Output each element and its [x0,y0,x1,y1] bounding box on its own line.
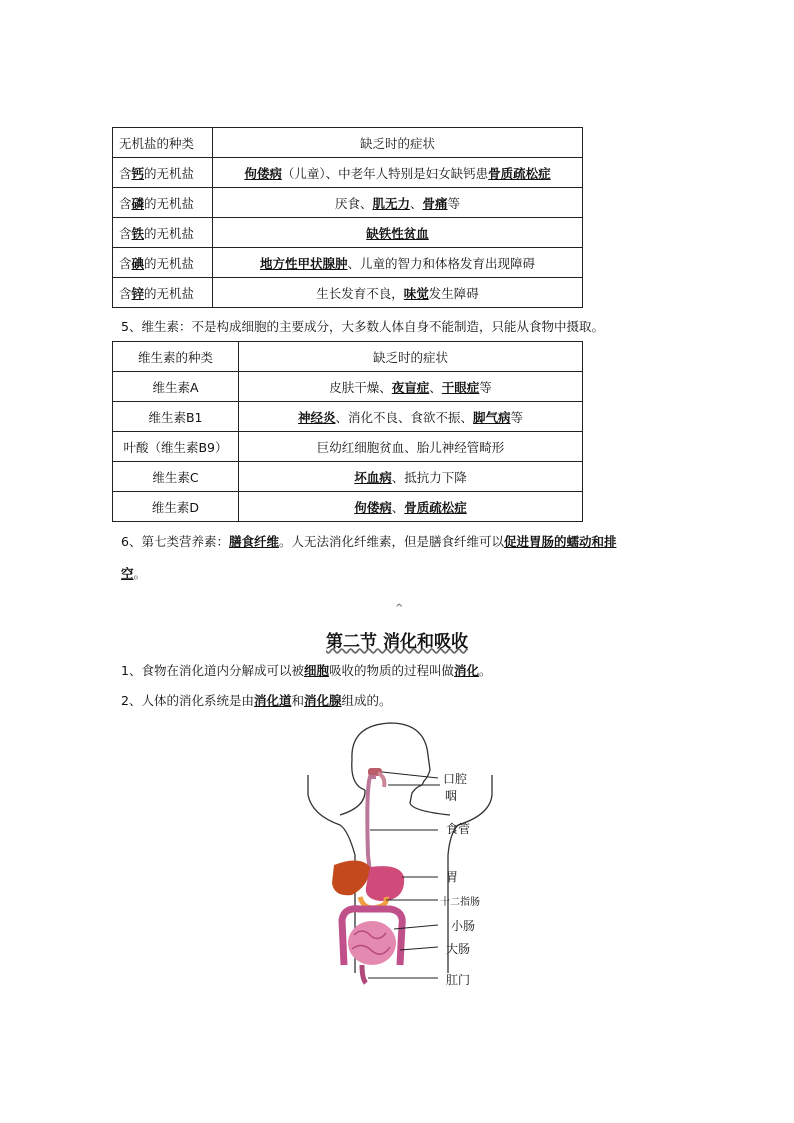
table-row [113,218,583,248]
header-cell: 维生素的种类 [113,342,239,372]
text: 的无机盐 [144,285,195,301]
symptom-cell [213,218,583,248]
stomach-shape [366,866,404,901]
p6-text: 6、第七类营养素： [121,534,229,549]
vitamins-table [112,341,583,522]
paragraph-2 [121,691,392,709]
vitamin-kind-cell: 维生素B1 [113,402,239,432]
keyword: 脚气病 [473,409,511,425]
symptom-cell [213,188,583,218]
liver-shape [332,860,370,895]
text: 的无机盐 [144,165,195,181]
label-pharynx: 咽 [445,789,458,803]
table-header-row [113,342,583,372]
text: 皮肤干燥、 [329,379,392,395]
mineral-kind-cell [113,158,213,188]
paragraph-5: 5、维生素：不是构成细胞的主要成分，大多数人体自身不能制造，只能从食物中摄取。 [121,319,604,334]
p1-text: 。 [479,663,492,678]
minerals-table [112,127,583,308]
symptom-cell [213,248,583,278]
text: （儿童）、中老年人特别是妇女缺钙患 [281,165,489,181]
table-header-row [113,128,583,158]
keyword: 味觉 [403,285,429,301]
paragraph-6 [121,532,617,550]
text: 等 [479,379,492,395]
p6-keyword: 膳食纤维 [228,534,279,549]
text: 的无机盐 [144,225,195,241]
pharynx-shape [378,773,384,787]
table-row [113,372,583,402]
p2-text: 和 [291,693,304,708]
p2-text: 组成的。 [341,693,392,708]
text: 生长发育不良， [316,285,404,301]
symptom-cell [213,278,583,308]
p1-keyword: 细胞 [303,663,329,678]
p6-keyword: 空 [121,566,134,581]
label-large-intestine: 大肠 [446,942,471,956]
text: 巨幼红细胞贫血、胎儿神经管畸形 [316,439,505,455]
text: 含 [119,195,132,211]
symptom-cell [239,372,583,402]
mineral-kind-cell [113,278,213,308]
text: 含 [119,285,132,301]
keyword: 干眼症 [441,379,480,395]
keyword: 神经炎 [297,409,336,425]
rectum-shape [362,965,366,983]
text: 含 [119,165,132,181]
symptom-cell [239,432,583,462]
keyword: 夜盲症 [391,379,430,395]
p1-keyword: 消化 [454,663,480,678]
label-stomach: 胃 [446,870,459,884]
p1-text: 1、食物在消化道内分解成可以被 [121,663,304,678]
symptom-cell [239,402,583,432]
text: 、消化不良、食欲不振、 [335,409,473,425]
p6-text: 。 [133,566,147,581]
table-row [113,248,583,278]
label-duodenum: 十二指肠 [440,897,480,908]
paragraph-1 [121,661,492,679]
p2-keyword: 消化道 [253,693,292,708]
text: 、 [429,379,442,395]
symptom-cell [213,158,583,188]
keyword: 骨质疏松症 [404,499,467,515]
section-title-text: 第二节 消化和吸收 [326,632,468,652]
keyword: 缺铁性贫血 [366,225,429,241]
keyword: 地方性甲状腺肿 [259,255,348,271]
text: 、抵抗力下降 [391,469,467,485]
text: 、儿童的智力和体格发育出现障碍 [347,255,536,271]
element-name: 铁 [131,225,145,241]
table-row [113,432,583,462]
paragraph-6-cont [121,564,146,582]
text: 厌食、 [334,195,373,211]
keyword: 坏血病 [354,469,392,485]
text: 、 [409,195,423,211]
label-esophagus: 食管 [446,822,471,836]
keyword: 骨痛 [422,195,448,211]
leader-large-intestine [400,947,438,950]
p2-keyword: 消化腺 [304,693,342,708]
p6-keyword: 促进胃肠的蠕动和排 [504,534,617,549]
text: 含 [119,225,132,241]
text: 的无机盐 [144,255,195,271]
element-name: 碘 [131,255,145,271]
vitamin-kind-cell: 叶酸（维生素B9） [113,432,239,462]
section-title [0,627,794,652]
keyword: 骨质疏松症 [488,165,551,181]
element-name: 磷 [131,195,145,211]
neck-outline [340,790,365,815]
label-mouth: 口腔 [443,772,468,786]
element-name: 锌 [131,285,145,301]
p6-text: 。人无法消化纤维素，但是膳食纤维可以 [278,534,504,549]
header-cell: 缺乏时的症状 [213,128,583,158]
text: 发生障碍 [428,285,479,301]
vitamin-kind-cell: 维生素D [113,492,239,522]
table-row [113,492,583,522]
symptom-cell [239,462,583,492]
table-row [113,158,583,188]
label-anus: 肛门 [446,973,471,987]
table-row [113,278,583,308]
table-row [113,402,583,432]
text: 、 [391,499,405,515]
text: 含 [119,255,132,271]
header-cell: 缺乏时的症状 [239,342,583,372]
mineral-kind-cell [113,188,213,218]
caret-mark: ^ [395,603,404,614]
esophagus-shape [367,777,376,873]
table-row [113,462,583,492]
mineral-kind-cell [113,248,213,278]
text: 的无机盐 [144,195,195,211]
table-row [113,188,583,218]
small-intestine-shape [348,921,396,965]
text: 等 [510,409,524,425]
vitamin-kind-cell: 维生素A [113,372,239,402]
p1-text: 吸收的物质的过程叫做 [328,663,454,678]
header-cell: 无机盐的种类 [113,128,213,158]
keyword: 佝偻病 [244,165,282,181]
keyword: 佝偻病 [354,499,392,515]
label-small-intestine: 小肠 [451,919,476,933]
text: 等 [447,195,461,211]
symptom-cell [239,492,583,522]
keyword: 肌无力 [372,195,410,211]
element-name: 钙 [131,165,145,181]
mineral-kind-cell [113,218,213,248]
p2-text: 2、人体的消化系统是由 [121,693,254,708]
vitamin-kind-cell: 维生素C [113,462,239,492]
